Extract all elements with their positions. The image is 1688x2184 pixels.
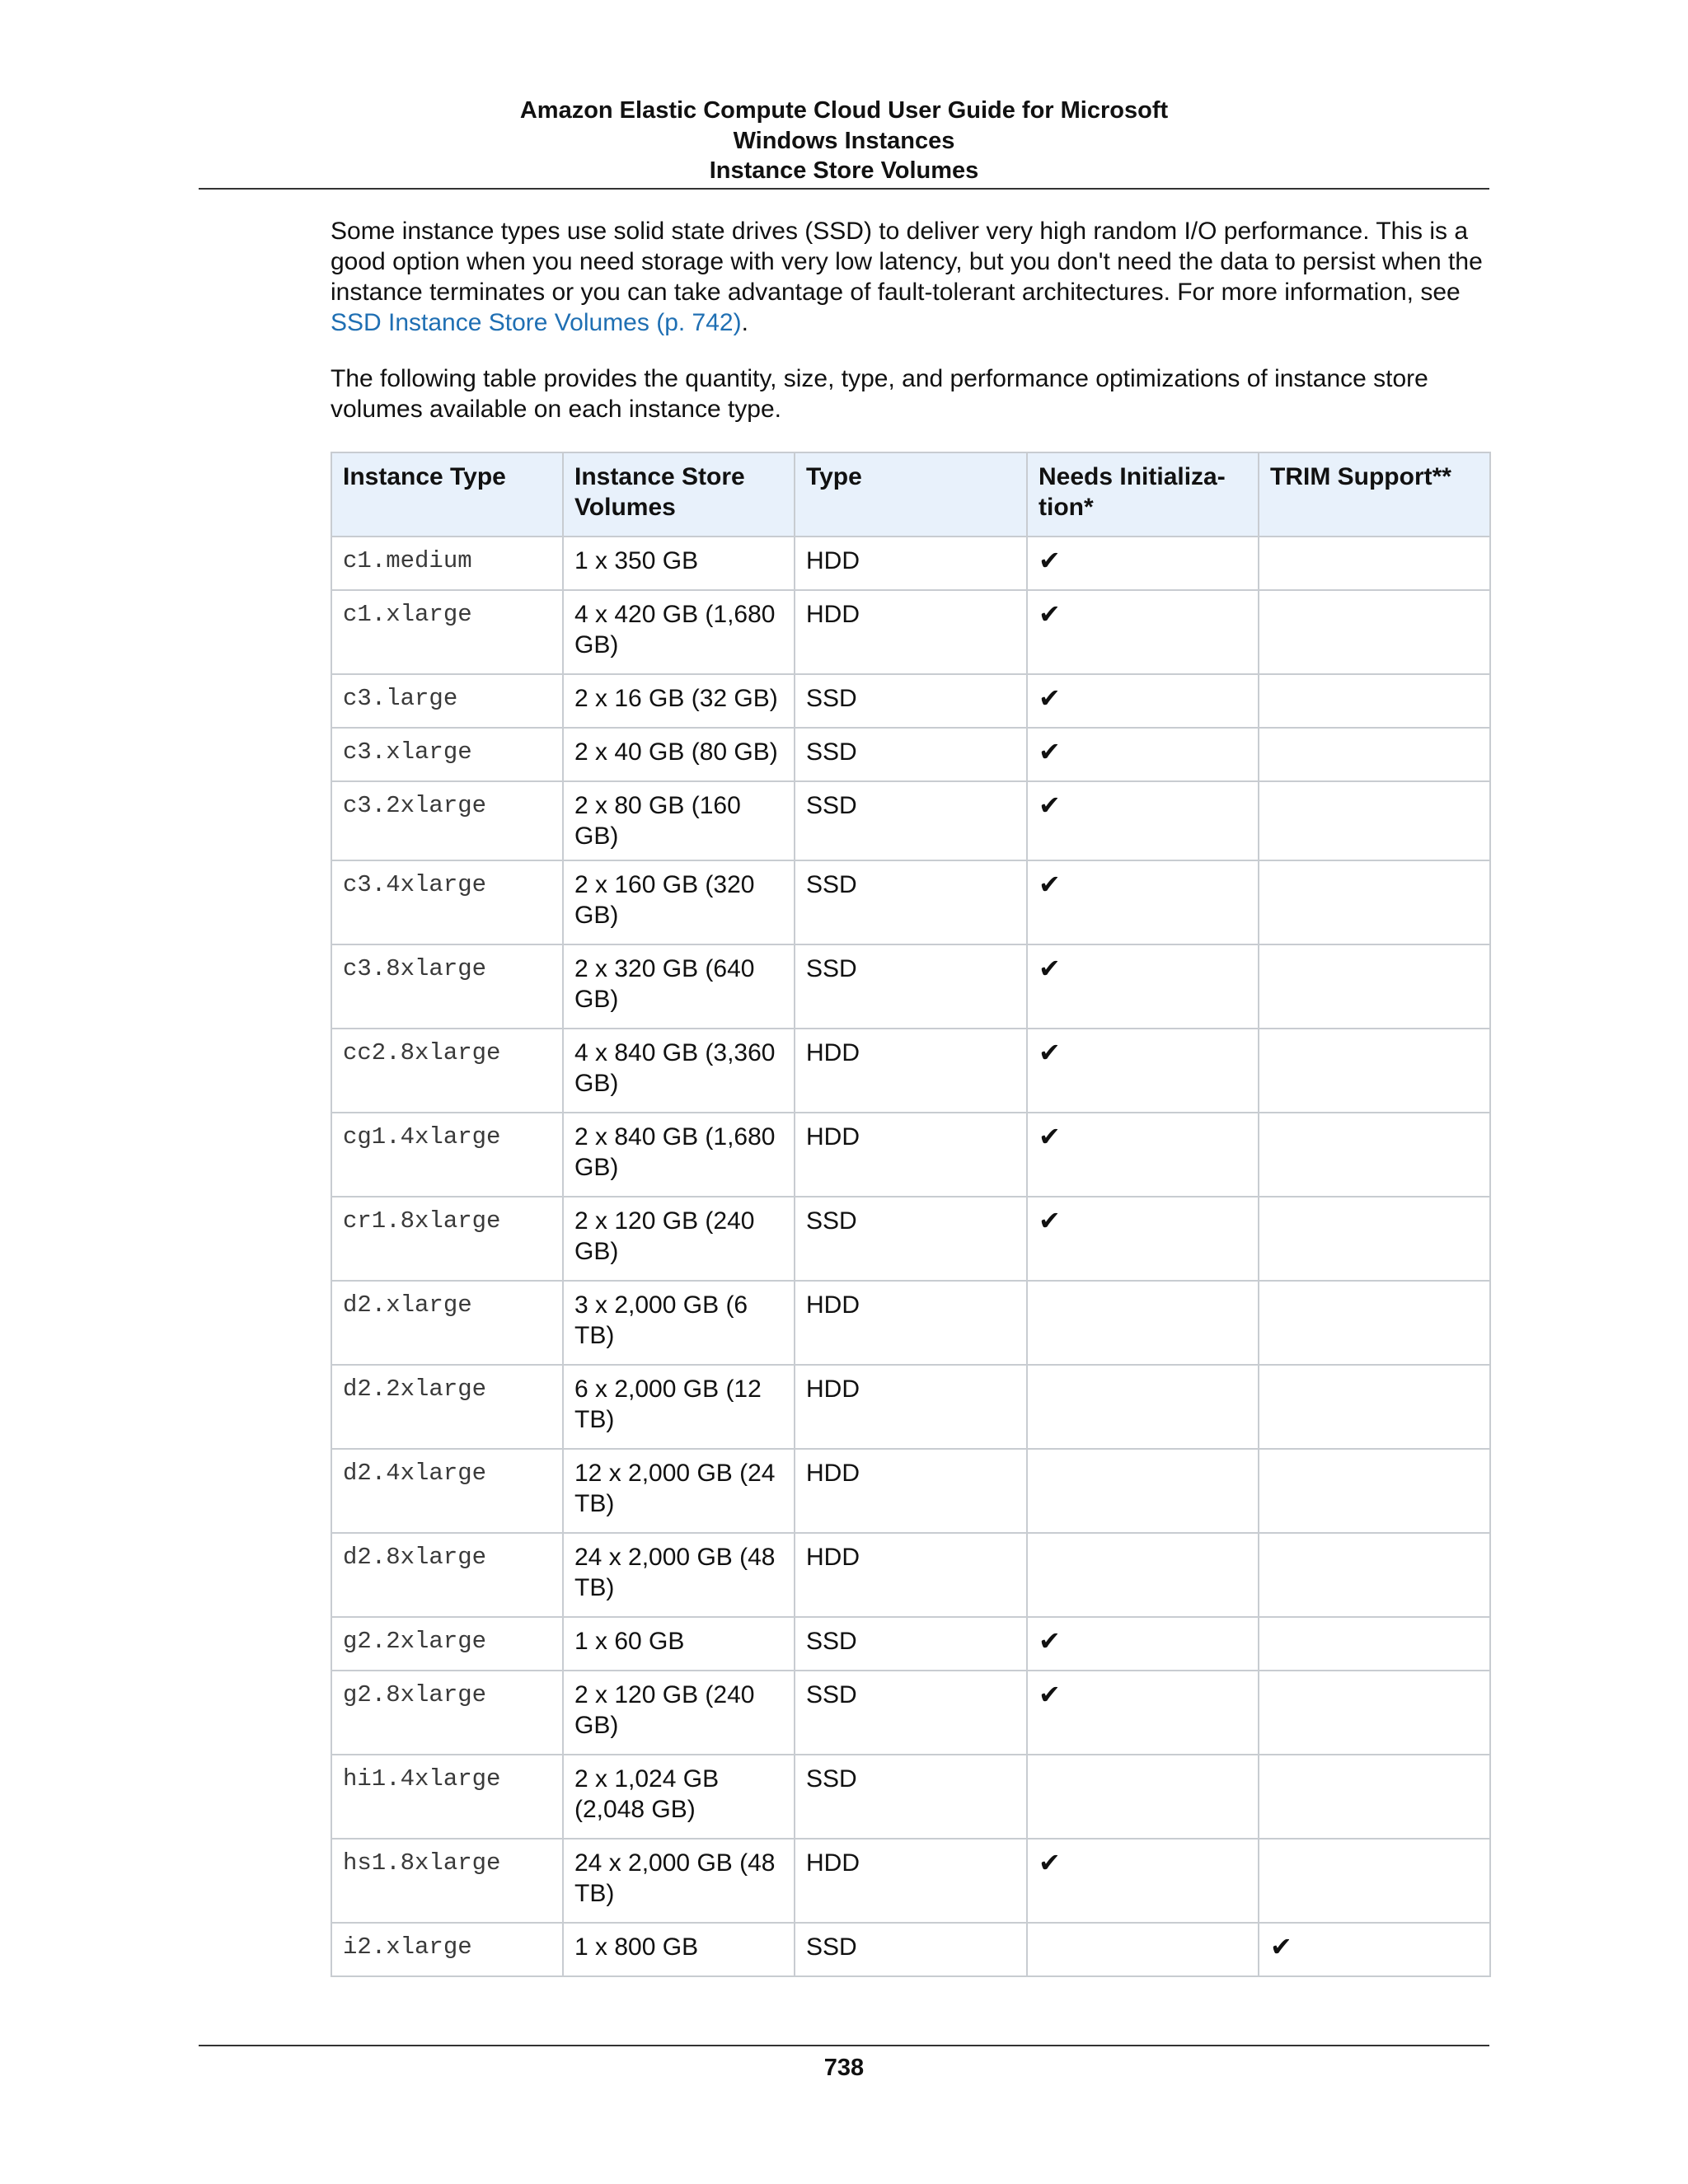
table-row bbox=[331, 1449, 1490, 1533]
cell-trim-support bbox=[1259, 1923, 1490, 1976]
cell-type: HDD bbox=[795, 1449, 1027, 1533]
cell-instance-type: c3.4xlarge bbox=[331, 860, 563, 944]
table-row bbox=[331, 1923, 1490, 1976]
cell-trim-support bbox=[1259, 1281, 1490, 1365]
cell-needs-initialization bbox=[1027, 537, 1259, 590]
table-header-row bbox=[331, 452, 1490, 537]
cell-instance-type: c3.xlarge bbox=[331, 728, 563, 781]
cell-needs-initialization bbox=[1027, 1029, 1259, 1113]
column-header-instance-type: Instance Type bbox=[331, 452, 563, 537]
body-text bbox=[331, 216, 1491, 424]
cell-type: SSD bbox=[795, 781, 1027, 860]
cell-instance-store-volumes: 6 x 2,000 GB (12 TB) bbox=[563, 1365, 795, 1449]
cell-instance-type: c1.medium bbox=[331, 537, 563, 590]
cell-trim-support bbox=[1259, 1617, 1490, 1671]
check-mark-icon: ✔ bbox=[1270, 1931, 1292, 1962]
cell-trim-support bbox=[1259, 1029, 1490, 1113]
check-mark-icon: ✔ bbox=[1039, 790, 1061, 821]
cell-trim-support bbox=[1259, 590, 1490, 674]
check-mark-icon: ✔ bbox=[1039, 545, 1061, 576]
cell-trim-support bbox=[1259, 1755, 1490, 1839]
cell-trim-support bbox=[1259, 728, 1490, 781]
cell-type: SSD bbox=[795, 728, 1027, 781]
cell-instance-store-volumes: 2 x 840 GB (1,680 GB) bbox=[563, 1113, 795, 1197]
cell-instance-store-volumes: 2 x 80 GB (160 GB) bbox=[563, 781, 795, 860]
intro-paragraph bbox=[331, 216, 1491, 338]
cell-trim-support bbox=[1259, 1365, 1490, 1449]
cell-needs-initialization bbox=[1027, 860, 1259, 944]
table-row bbox=[331, 1839, 1490, 1923]
cell-type: SSD bbox=[795, 944, 1027, 1029]
cell-instance-type: c3.2xlarge bbox=[331, 781, 563, 860]
cell-instance-type: d2.8xlarge bbox=[331, 1533, 563, 1617]
cell-type: SSD bbox=[795, 860, 1027, 944]
table-row bbox=[331, 1197, 1490, 1281]
table-row bbox=[331, 537, 1490, 590]
cell-instance-store-volumes: 2 x 160 GB (320 GB) bbox=[563, 860, 795, 944]
cell-instance-store-volumes: 3 x 2,000 GB (6 TB) bbox=[563, 1281, 795, 1365]
check-mark-icon: ✔ bbox=[1039, 1121, 1061, 1152]
cell-instance-type: cg1.4xlarge bbox=[331, 1113, 563, 1197]
cell-needs-initialization bbox=[1027, 674, 1259, 728]
cell-instance-type: g2.2xlarge bbox=[331, 1617, 563, 1671]
check-mark-icon: ✔ bbox=[1039, 598, 1061, 630]
cell-needs-initialization bbox=[1027, 728, 1259, 781]
check-mark-icon: ✔ bbox=[1039, 682, 1061, 714]
check-mark-icon: ✔ bbox=[1039, 1679, 1061, 1710]
page-number: 738 bbox=[823, 2055, 865, 2081]
cell-instance-type: hs1.8xlarge bbox=[331, 1839, 563, 1923]
cell-type: HDD bbox=[795, 1365, 1027, 1449]
table-row bbox=[331, 781, 1490, 860]
table-row bbox=[331, 1671, 1490, 1755]
cell-trim-support bbox=[1259, 1839, 1490, 1923]
cell-needs-initialization bbox=[1027, 1449, 1259, 1533]
cell-instance-type: d2.xlarge bbox=[331, 1281, 563, 1365]
cell-trim-support bbox=[1259, 674, 1490, 728]
cell-instance-store-volumes: 2 x 16 GB (32 GB) bbox=[563, 674, 795, 728]
cell-instance-store-volumes: 1 x 60 GB bbox=[563, 1617, 795, 1671]
table-row bbox=[331, 590, 1490, 674]
cell-trim-support bbox=[1259, 1197, 1490, 1281]
cell-type: HDD bbox=[795, 590, 1027, 674]
table-intro-paragraph: The following table provides the quantity, size, type, and performance optimizations of instance store volumes available on each instance type. bbox=[331, 365, 1428, 423]
cell-instance-type: d2.4xlarge bbox=[331, 1449, 563, 1533]
cell-needs-initialization bbox=[1027, 1839, 1259, 1923]
cell-needs-initialization bbox=[1027, 944, 1259, 1029]
cell-needs-initialization bbox=[1027, 781, 1259, 860]
cell-instance-type: c3.large bbox=[331, 674, 563, 728]
cell-type: SSD bbox=[795, 1617, 1027, 1671]
cell-trim-support bbox=[1259, 1113, 1490, 1197]
cell-trim-support bbox=[1259, 944, 1490, 1029]
cell-instance-type: d2.2xlarge bbox=[331, 1365, 563, 1449]
cell-instance-store-volumes: 2 x 320 GB (640 GB) bbox=[563, 944, 795, 1029]
cell-instance-store-volumes: 24 x 2,000 GB (48 TB) bbox=[563, 1839, 795, 1923]
column-header-instance-store-volumes: Instance Store Volumes bbox=[563, 452, 795, 537]
cell-instance-type: i2.xlarge bbox=[331, 1923, 563, 1976]
cell-needs-initialization bbox=[1027, 1533, 1259, 1617]
cell-needs-initialization bbox=[1027, 590, 1259, 674]
cell-needs-initialization bbox=[1027, 1671, 1259, 1755]
check-mark-icon: ✔ bbox=[1039, 869, 1061, 900]
cell-type: HDD bbox=[795, 1533, 1027, 1617]
check-mark-icon: ✔ bbox=[1039, 1037, 1061, 1068]
cell-instance-type: cr1.8xlarge bbox=[331, 1197, 563, 1281]
cell-trim-support bbox=[1259, 781, 1490, 860]
cell-trim-support bbox=[1259, 1449, 1490, 1533]
cell-trim-support bbox=[1259, 1671, 1490, 1755]
instance-store-table bbox=[331, 452, 1491, 1977]
cell-needs-initialization bbox=[1027, 1197, 1259, 1281]
cell-needs-initialization bbox=[1027, 1923, 1259, 1976]
header-doc-title-line2: Windows Instances bbox=[733, 127, 955, 154]
cell-type: SSD bbox=[795, 674, 1027, 728]
table-row bbox=[331, 860, 1490, 944]
cell-instance-type: c1.xlarge bbox=[331, 590, 563, 674]
check-mark-icon: ✔ bbox=[1039, 1847, 1061, 1878]
table-row bbox=[331, 1281, 1490, 1365]
cell-type: HDD bbox=[795, 1029, 1027, 1113]
cell-instance-store-volumes: 12 x 2,000 GB (24 TB) bbox=[563, 1449, 795, 1533]
cell-trim-support bbox=[1259, 860, 1490, 944]
cell-trim-support bbox=[1259, 1533, 1490, 1617]
cell-type: HDD bbox=[795, 1281, 1027, 1365]
cell-instance-store-volumes: 4 x 840 GB (3,360 GB) bbox=[563, 1029, 795, 1113]
table-row bbox=[331, 1365, 1490, 1449]
table-row bbox=[331, 1029, 1490, 1113]
check-mark-icon: ✔ bbox=[1039, 736, 1061, 767]
column-header-type: Type bbox=[795, 452, 1027, 537]
cell-type: SSD bbox=[795, 1923, 1027, 1976]
cell-type: HDD bbox=[795, 537, 1027, 590]
cell-instance-store-volumes: 2 x 1,024 GB (2,048 GB) bbox=[563, 1755, 795, 1839]
header-divider bbox=[199, 188, 1489, 190]
cell-type: HDD bbox=[795, 1113, 1027, 1197]
header-section-title: Instance Store Volumes bbox=[709, 157, 979, 184]
cell-type: SSD bbox=[795, 1755, 1027, 1839]
cell-instance-store-volumes: 24 x 2,000 GB (48 TB) bbox=[563, 1533, 795, 1617]
column-header-needs-initialization: Needs Initializa-tion* bbox=[1027, 452, 1259, 537]
table-row bbox=[331, 1533, 1490, 1617]
check-mark-icon: ✔ bbox=[1039, 1205, 1061, 1236]
cell-instance-store-volumes: 2 x 120 GB (240 GB) bbox=[563, 1671, 795, 1755]
cell-instance-type: c3.8xlarge bbox=[331, 944, 563, 1029]
cell-trim-support bbox=[1259, 537, 1490, 590]
table-row bbox=[331, 1113, 1490, 1197]
cell-needs-initialization bbox=[1027, 1281, 1259, 1365]
table-row bbox=[331, 944, 1490, 1029]
header-doc-title-line1: Amazon Elastic Compute Cloud User Guide for Microsoft bbox=[519, 97, 1169, 124]
table-row bbox=[331, 1755, 1490, 1839]
intro-paragraph-end: . bbox=[741, 309, 748, 336]
table-row bbox=[331, 728, 1490, 781]
cell-instance-type: hi1.4xlarge bbox=[331, 1755, 563, 1839]
table-body bbox=[331, 537, 1490, 1976]
check-mark-icon: ✔ bbox=[1039, 953, 1061, 984]
cell-type: SSD bbox=[795, 1671, 1027, 1755]
cell-needs-initialization bbox=[1027, 1113, 1259, 1197]
column-header-trim-support: TRIM Support** bbox=[1259, 452, 1490, 537]
page-header bbox=[199, 96, 1489, 186]
cell-instance-store-volumes: 1 x 800 GB bbox=[563, 1923, 795, 1976]
table-row bbox=[331, 1617, 1490, 1671]
cell-instance-type: cc2.8xlarge bbox=[331, 1029, 563, 1113]
cell-needs-initialization bbox=[1027, 1755, 1259, 1839]
ssd-volumes-link[interactable]: SSD Instance Store Volumes (p. 742) bbox=[331, 309, 742, 336]
cell-instance-store-volumes: 2 x 120 GB (240 GB) bbox=[563, 1197, 795, 1281]
cell-instance-store-volumes: 4 x 420 GB (1,680 GB) bbox=[563, 590, 795, 674]
cell-instance-type: g2.8xlarge bbox=[331, 1671, 563, 1755]
cell-type: HDD bbox=[795, 1839, 1027, 1923]
table-row bbox=[331, 674, 1490, 728]
cell-needs-initialization bbox=[1027, 1365, 1259, 1449]
footer-divider bbox=[199, 2045, 1489, 2046]
cell-type: SSD bbox=[795, 1197, 1027, 1281]
check-mark-icon: ✔ bbox=[1039, 1625, 1061, 1657]
cell-needs-initialization bbox=[1027, 1617, 1259, 1671]
cell-instance-store-volumes: 1 x 350 GB bbox=[563, 537, 795, 590]
cell-instance-store-volumes: 2 x 40 GB (80 GB) bbox=[563, 728, 795, 781]
intro-paragraph-text: Some instance types use solid state drives (SSD) to deliver very high random I/O performance. This is a good option when you need storage with very low latency, but you don't need the data to persist when the instance terminates or you can take advantage of fault-tolerant architectures. For more information, see bbox=[331, 218, 1483, 306]
